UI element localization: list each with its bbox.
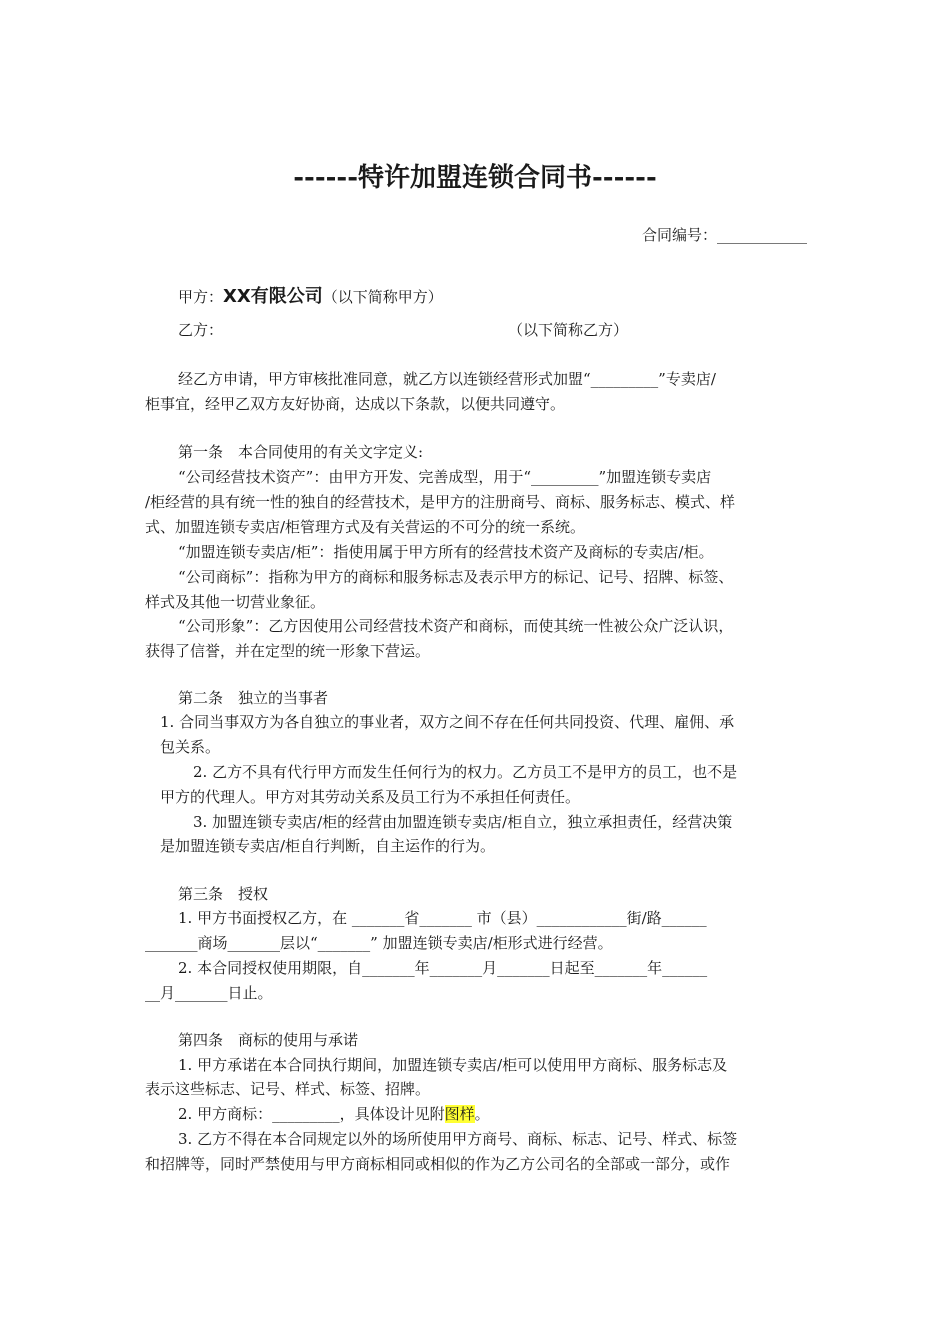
article-3-line: _______商场_______层以“_______” 加盟连锁专卖店/柜形式进行经营。	[145, 934, 613, 952]
article-3-heading: 第三条 授权	[178, 885, 269, 903]
article-4-line: 1. 甲方承诺在本合同执行期间，加盟连锁专卖店/柜可以使用甲方商标、服务标志及	[178, 1056, 728, 1074]
article-2-line: 是加盟连锁专卖店/柜自行判断，自主运作的行为。	[160, 837, 496, 855]
party-a-line	[178, 284, 840, 310]
document-title: ------特许加盟连锁合同书------	[293, 163, 657, 193]
article-3-line: 2. 本合同授权使用期限，自_______年_______月_______日起至_______年______	[178, 959, 708, 977]
party-a-note: （以下简称甲方）	[322, 288, 443, 306]
article-1-line: “公司商标”：指称为甲方的商标和服务标志及表示甲方的标记、记号、招牌、标签、	[178, 568, 734, 586]
article-1-line: /柜经营的具有统一性的独自的经营技术，是甲方的注册商号、商标、服务标志、模式、样	[145, 493, 736, 511]
article-2-line: 甲方的代理人。甲方对其劳动关系及员工行为不承担任何责任。	[160, 788, 581, 806]
intro-line: 经乙方申请，甲方审核批准同意，就乙方以连锁经营形式加盟“_________”专卖店/	[178, 370, 716, 388]
contract-number: 合同编号：____________	[641, 226, 807, 244]
item-2-text: 2. 甲方商标：_________，具体设计见附	[178, 1105, 445, 1123]
article-2-heading: 第二条 独立的当事者	[178, 689, 329, 707]
article-1-line: 式、加盟连锁专卖店/柜管理方式及有关营运的不可分的统一系统。	[145, 518, 586, 536]
party-a-label: 甲方：	[178, 288, 224, 306]
article-4-heading: 第四条 商标的使用与承诺	[178, 1031, 359, 1049]
intro-line: 柜事宜，经甲乙双方友好协商，达成以下条款，以便共同遵守。	[145, 395, 566, 413]
article-3-line: 1. 甲方书面授权乙方，在 _______省_______ 市（县）____________街/路______	[178, 909, 707, 927]
highlighted-reference: 图样	[444, 1105, 475, 1123]
party-a-name: XX有限公司	[223, 286, 323, 307]
party-b-label: 乙方：	[178, 321, 224, 339]
party-b-line	[178, 318, 840, 343]
article-2-line: 包关系。	[160, 738, 221, 756]
article-1-line: “加盟连锁专卖店/柜”：指使用属于甲方所有的经营技术资产及商标的专卖店/柜。	[178, 543, 714, 561]
item-2-suffix: 。	[474, 1105, 490, 1123]
article-1-line: 样式及其他一切营业象征。	[145, 593, 326, 611]
article-3-line: __月_______日止。	[145, 984, 273, 1002]
party-b-note: （以下简称乙方）	[508, 321, 629, 339]
article-2-line: 3. 加盟连锁专卖店/柜的经营由加盟连锁专卖店/柜自立，独立承担责任，经营决策	[193, 813, 733, 831]
article-1-line: “公司形象”：乙方因使用公司经营技术资产和商标，而使其统一性被公众广泛认识，	[178, 617, 734, 635]
article-4-line: 3. 乙方不得在本合同规定以外的场所使用甲方商号、商标、标志、记号、样式、标签	[178, 1130, 738, 1148]
article-4-line: 表示这些标志、记号、样式、标签、招牌。	[145, 1080, 431, 1098]
article-2-line: 1. 合同当事双方为各自独立的事业者，双方之间不存在任何共同投资、代理、雇佣、承	[160, 713, 735, 731]
article-4-item-2	[178, 1102, 840, 1127]
article-4-line: 和招牌等，同时严禁使用与甲方商标相同或相似的作为乙方公司名的全部或一部分，或作	[145, 1155, 731, 1173]
article-1-heading: 第一条 本合同使用的有关文字定义:	[178, 443, 424, 461]
article-1-line: 获得了信誉，并在定型的统一形象下营运。	[145, 642, 431, 660]
article-2-line: 2. 乙方不具有代行甲方而发生任何行为的权力。乙方员工不是甲方的员工，也不是	[193, 763, 738, 781]
article-1-line: “公司经营技术资产”：由甲方开发、完善成型，用于“_________”加盟连锁专卖店	[178, 468, 712, 486]
